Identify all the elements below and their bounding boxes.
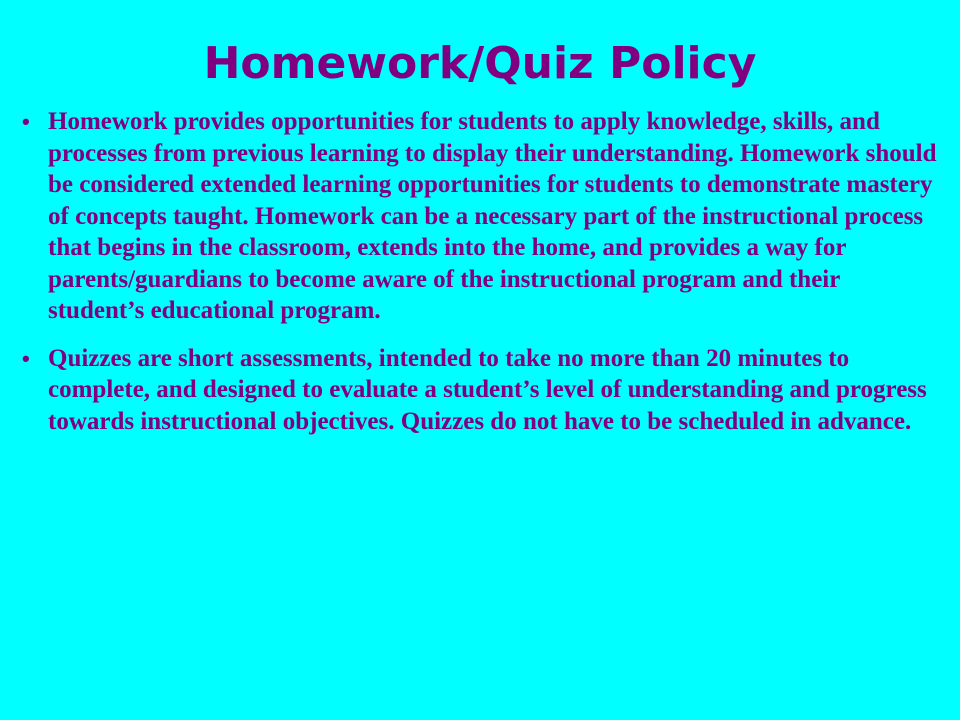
- slide-title: Homework/Quiz Policy: [203, 38, 757, 89]
- bullet-text-homework: Homework provides opportunities for students to apply knowledge, skills, and processes from previous learning to display their understanding. Homework should be considered extended learning opportunities for students to demonstrate mastery of concepts taught. Homework can be a necessary part of the instructional process that begins in the classroom, extends into the home, and provides a way for parents/guardians to become aware of the instructional program and their student’s educational program.: [48, 108, 937, 324]
- bullet-item-quizzes: [22, 343, 942, 438]
- bullet-list: [22, 106, 942, 453]
- bullet-item-homework: [22, 106, 942, 327]
- bullet-text-quizzes: Quizzes are short assessments, intended to take no more than 20 minutes to complete, and designed to evaluate a student’s level of understanding and progress towards instructional objectives. Quizzes do not have to be scheduled in advance.: [48, 344, 927, 435]
- bullet-marker-icon: •: [22, 109, 30, 134]
- bullet-marker-icon: •: [22, 345, 30, 371]
